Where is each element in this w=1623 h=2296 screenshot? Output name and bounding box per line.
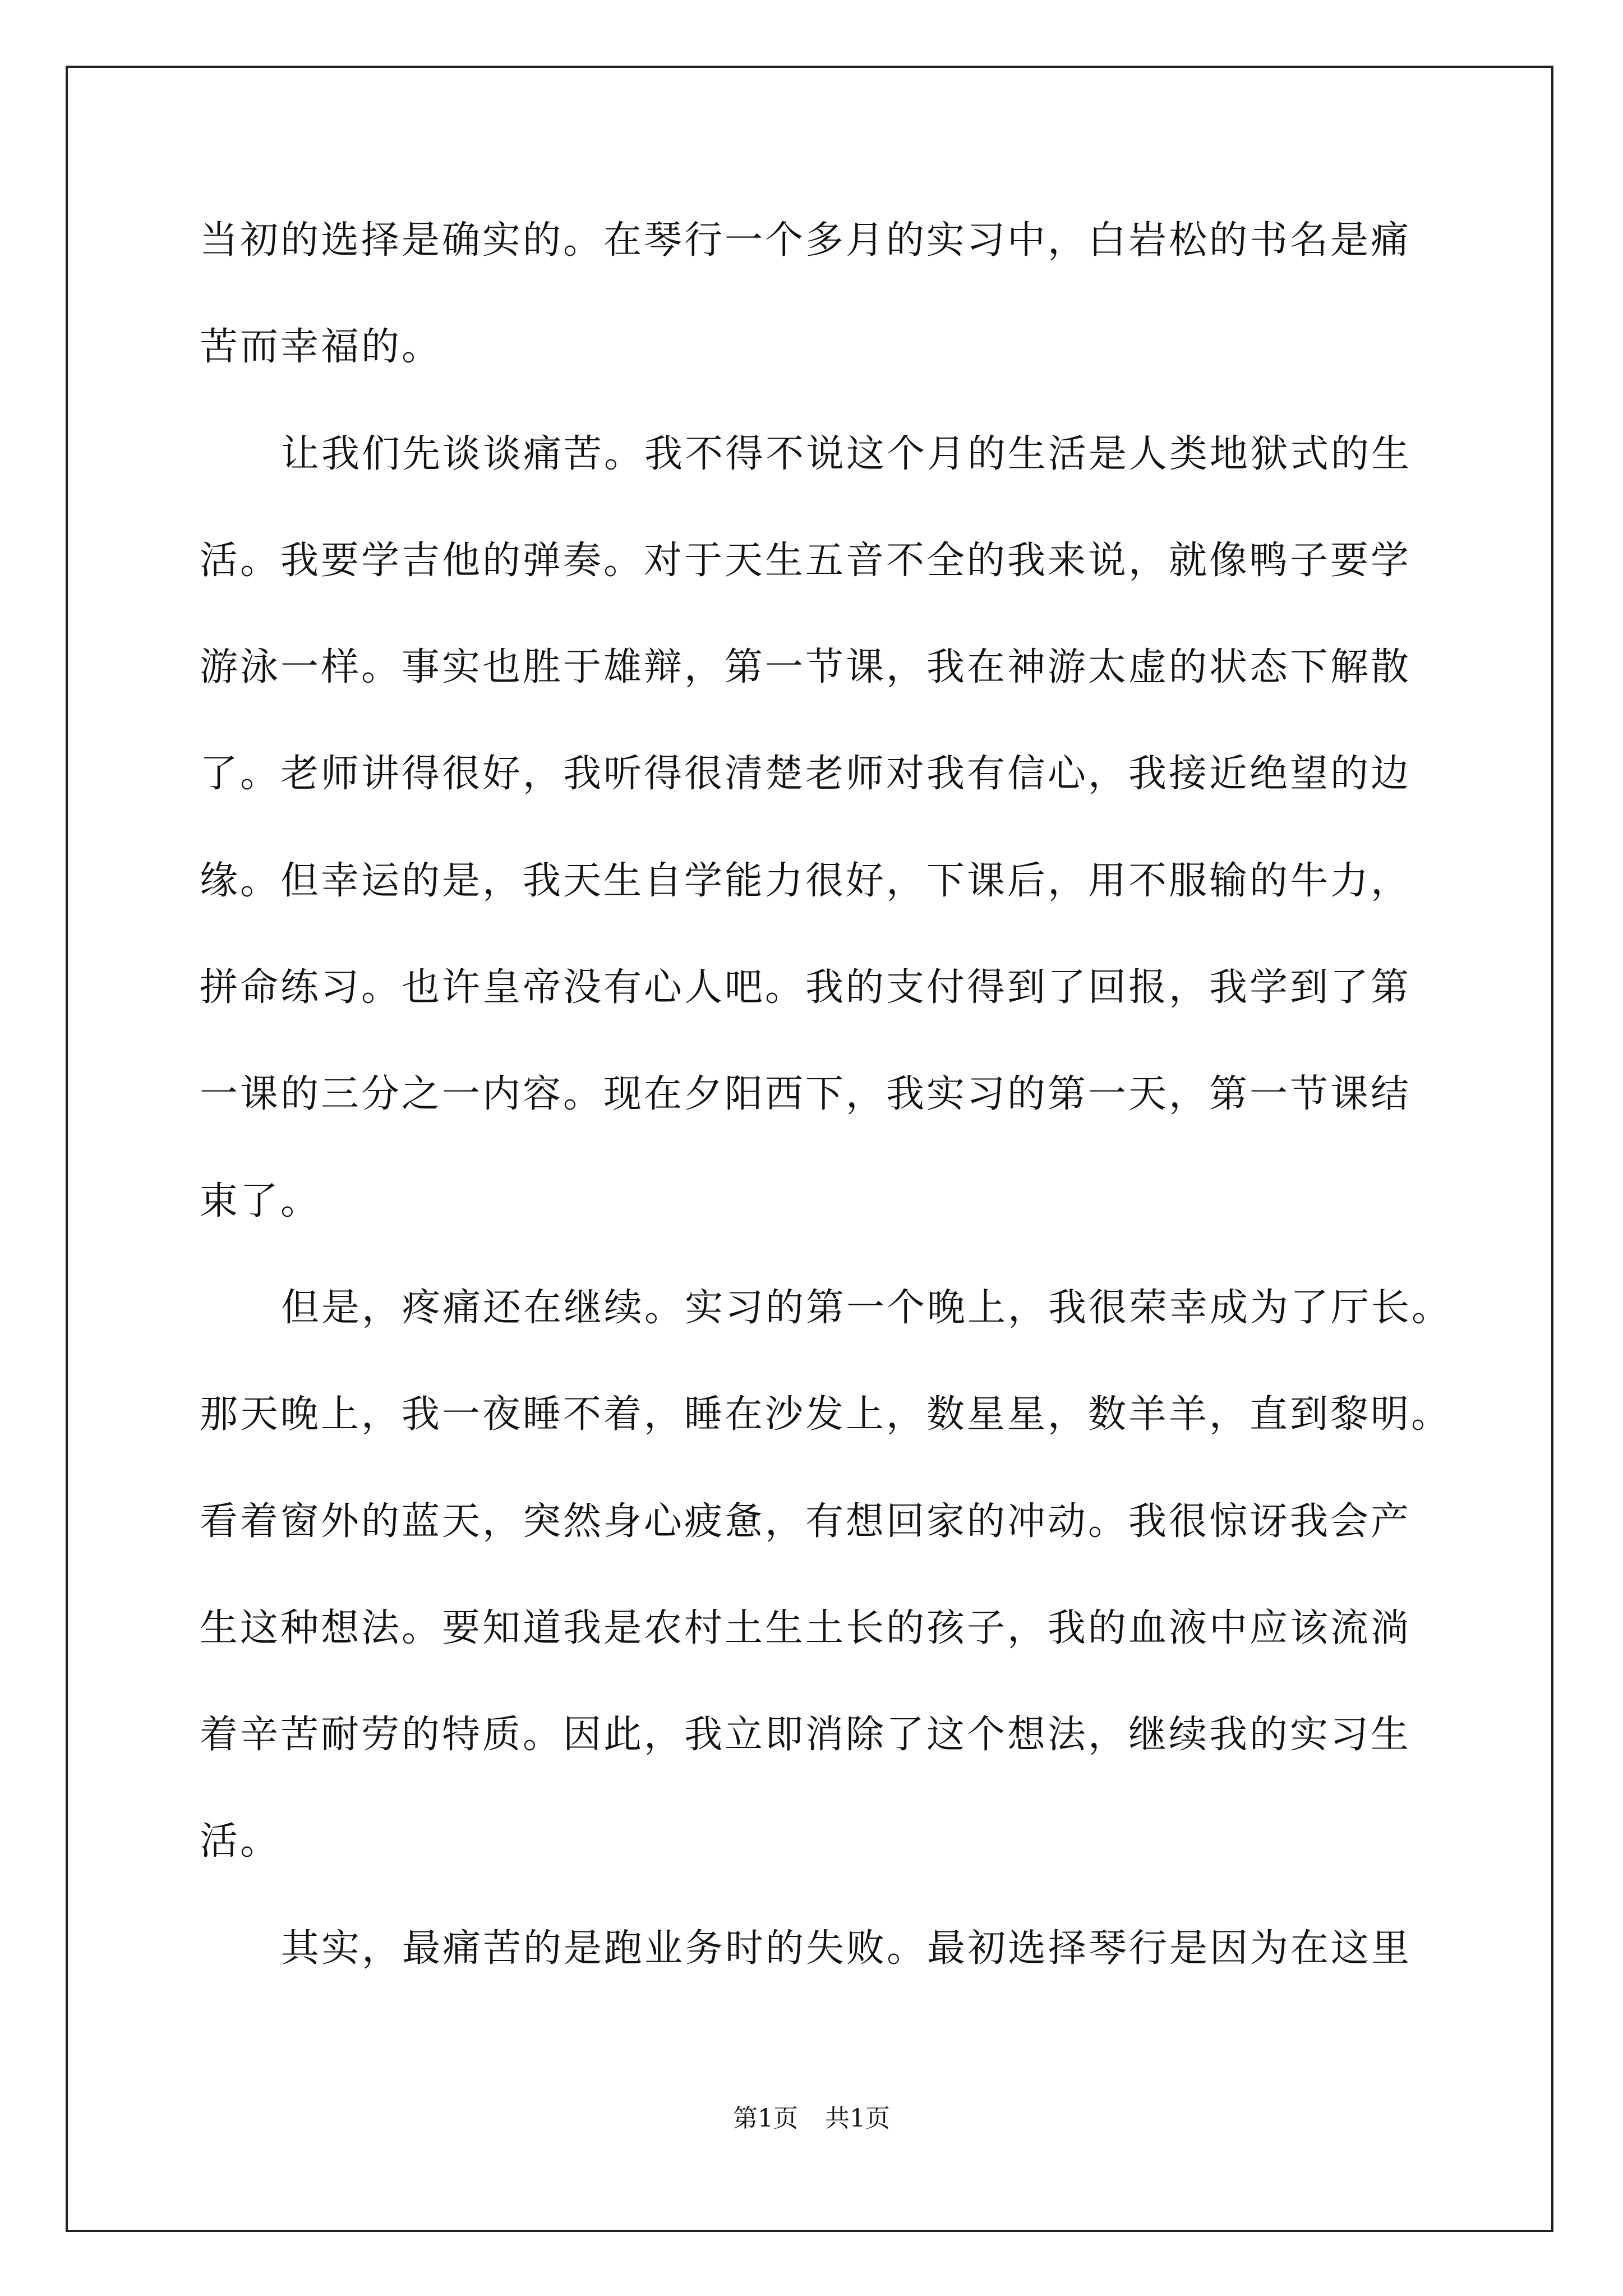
text-line: 活。我要学吉他的弹奏。对于天生五音不全的我来说，就像鸭子要学 — [200, 538, 1412, 583]
page-footer — [0, 2106, 1623, 2131]
text-line: 游泳一样。事实也胜于雄辩，第一节课，我在神游太虚的状态下解散 — [200, 645, 1412, 690]
paragraph-start-line: 让我们先谈谈痛苦。我不得不说这个月的生活是人类地狱式的生 — [281, 431, 1412, 476]
text-line: 一课的三分之一内容。现在夕阳西下，我实习的第一天，第一节课结 — [200, 1072, 1412, 1117]
text-line: 了。老师讲得很好，我听得很清楚老师对我有信心，我接近绝望的边 — [200, 752, 1412, 797]
text-line: 看着窗外的蓝天，突然身心疲惫，有想回家的冲动。我很惊讶我会产 — [200, 1499, 1412, 1544]
text-line: 拼命练习。也许皇帝没有心人吧。我的支付得到了回报，我学到了第 — [200, 965, 1412, 1010]
text-line: 苦而幸福的。 — [200, 325, 442, 370]
text-line: 束了。 — [200, 1179, 321, 1223]
text-line: 生这种想法。要知道我是农村土生土长的孩子，我的血液中应该流淌 — [200, 1605, 1412, 1650]
text-line: 缘。但幸运的是，我天生自学能力很好，下课后，用不服输的牛力， — [200, 858, 1412, 903]
paragraph-start-line: 其实，最痛苦的是跑业务时的失败。最初选择琴行是因为在这里 — [281, 1926, 1412, 1971]
text-line: 那天晚上，我一夜睡不着，睡在沙发上，数星星，数羊羊，直到黎明。 — [200, 1392, 1452, 1437]
page-total: 共1页 — [825, 2104, 890, 2133]
paragraph-start-line: 但是，疼痛还在继续。实习的第一个晚上，我很荣幸成为了厅长。 — [281, 1285, 1453, 1330]
page-number: 第1页 — [733, 2104, 798, 2133]
text-line: 活。 — [200, 1819, 281, 1864]
text-line: 着辛苦耐劳的特质。因此，我立即消除了这个想法，继续我的实习生 — [200, 1713, 1412, 1757]
document-body — [200, 218, 1453, 2036]
text-line: 当初的选择是确实的。在琴行一个多月的实习中，白岩松的书名是痛 — [200, 218, 1412, 263]
